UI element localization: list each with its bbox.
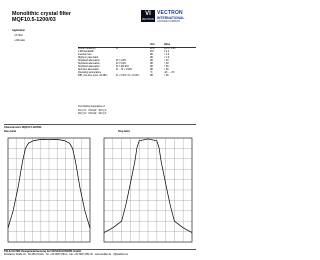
application-item-1 (14, 34, 23, 37)
spec-table-body (78, 48, 196, 79)
footer-company: TELE-FILTER Zweigniederlassung der DOVER EUROPE GmbH (4, 250, 81, 253)
col-value: Value (164, 44, 196, 48)
spec-cell-unit: kHz (150, 51, 154, 54)
termination-cell-value: Ohm/pF (88, 113, 97, 115)
spec-cell-param: Stopband attenuation (78, 60, 100, 63)
spec-cell-unit: dB (150, 60, 153, 63)
termination-heading: Terminating impedance Z (78, 105, 105, 108)
spec-cell-value: > 60 (164, 63, 169, 66)
spec-table (78, 44, 196, 79)
page-subtitle: MQF10.5-1200/03 (12, 17, 56, 23)
logo-letters: VI (145, 11, 151, 17)
spec-cell-value: > 40 (164, 60, 169, 63)
passband-title: Pass band (4, 130, 16, 133)
termination-table (78, 110, 108, 116)
col-unit: Unit (150, 44, 164, 48)
spec-cell-cond: f0 + 5 kHz, f0 + 10 kHz (116, 75, 140, 78)
spec-cell-value: 10.5 ± 0.01 (164, 48, 176, 51)
application-item-1-label: IF filter (15, 34, 23, 37)
spec-row (78, 75, 196, 78)
spec-cell-cond: f0 ± 5 kHz (116, 63, 127, 66)
brand-name-2: INTERNATIONAL (157, 16, 185, 20)
spec-cell-cond: f0 (116, 48, 118, 51)
spec-cell-cond: f0 ± 100 kHz (116, 66, 129, 69)
spec-cell-value: > 65 (164, 75, 169, 78)
spec-cell-param: Stopband attenuation (78, 66, 100, 69)
logo-sub: VECTRON (141, 18, 155, 21)
spec-cell-unit: MHz (150, 48, 155, 51)
spec-cell-cond: f0 ± 4 kHz (116, 60, 127, 63)
application-item-2-label: AM radio (15, 39, 25, 42)
brand-subline: A DOVER COMPANY (157, 20, 181, 23)
bullet-icon: • (14, 34, 15, 37)
termination-row (78, 113, 108, 116)
spec-cell-unit: dB (150, 66, 153, 69)
application-heading: Application (12, 29, 26, 32)
termination-cell-num: 910 || 0 (98, 110, 107, 112)
spec-cell-param: 3 dB bandwidth (78, 51, 94, 54)
spec-cell-param: Ripple in pass band (78, 57, 99, 60)
spec-cell-value: < 1.0 (164, 57, 170, 60)
brand-name: VECTRON (157, 10, 183, 16)
termination-body (78, 110, 108, 116)
spec-cell-value: ± 2.0 (164, 51, 170, 54)
spec-cell-unit: dB (150, 54, 153, 57)
spec-cell-param: IMD, two-tone input -10 dBm (78, 75, 108, 78)
characteristics-heading (4, 126, 41, 129)
page-title: Monolithic crystal filter (12, 11, 72, 17)
stopband-title: Stop band (118, 130, 130, 133)
spec-cell-param: Insertion loss (78, 54, 92, 57)
application-item-2 (14, 39, 25, 42)
termination-cell-label: R1 || C1 (78, 110, 87, 112)
spec-cell-value: > 80 (164, 66, 169, 69)
termination-cell-label: R2 || C2 (78, 113, 87, 115)
spec-cell-value: -20 ... +70 (164, 72, 175, 75)
characteristics-part: MQF10.5-1200/03 (21, 126, 42, 129)
spec-cell-param: Stopband attenuation (78, 63, 100, 66)
passband-chart (4, 134, 94, 246)
stopband-chart (100, 134, 196, 246)
spec-cell-unit: dB (150, 69, 153, 72)
spec-cell-value: > 80 (164, 69, 169, 72)
spec-cell-param: Spurious attenuation (78, 69, 100, 72)
bullet-icon: • (14, 39, 15, 42)
footer-address: Potsdamer Straße 18 · D-14513 Teltow · Tel. +49 3328 4784-0 · Fax +49 3328 4784-30 · www.telefilter.de · tf@telefilter.de (4, 253, 129, 256)
spec-cell-param: Center frequency (78, 48, 96, 51)
spec-cell-unit: dB (150, 63, 153, 66)
spec-cell-param: Operating temperature (78, 72, 102, 75)
termination-cell-value: Ohm/pF (88, 110, 97, 112)
spec-cell-value: < 4.0 (164, 54, 170, 57)
termination-cell-num: 910 || 0 (98, 113, 107, 115)
characteristics-label: Characteristics (4, 126, 22, 129)
brand-logo (141, 10, 155, 22)
spec-cell-unit: dB (150, 75, 153, 78)
spec-cell-cond: f0 ... f0 + 1 MHz (116, 69, 133, 72)
spec-cell-unit: dB (150, 57, 153, 60)
spec-cell-unit: °C (150, 72, 153, 75)
